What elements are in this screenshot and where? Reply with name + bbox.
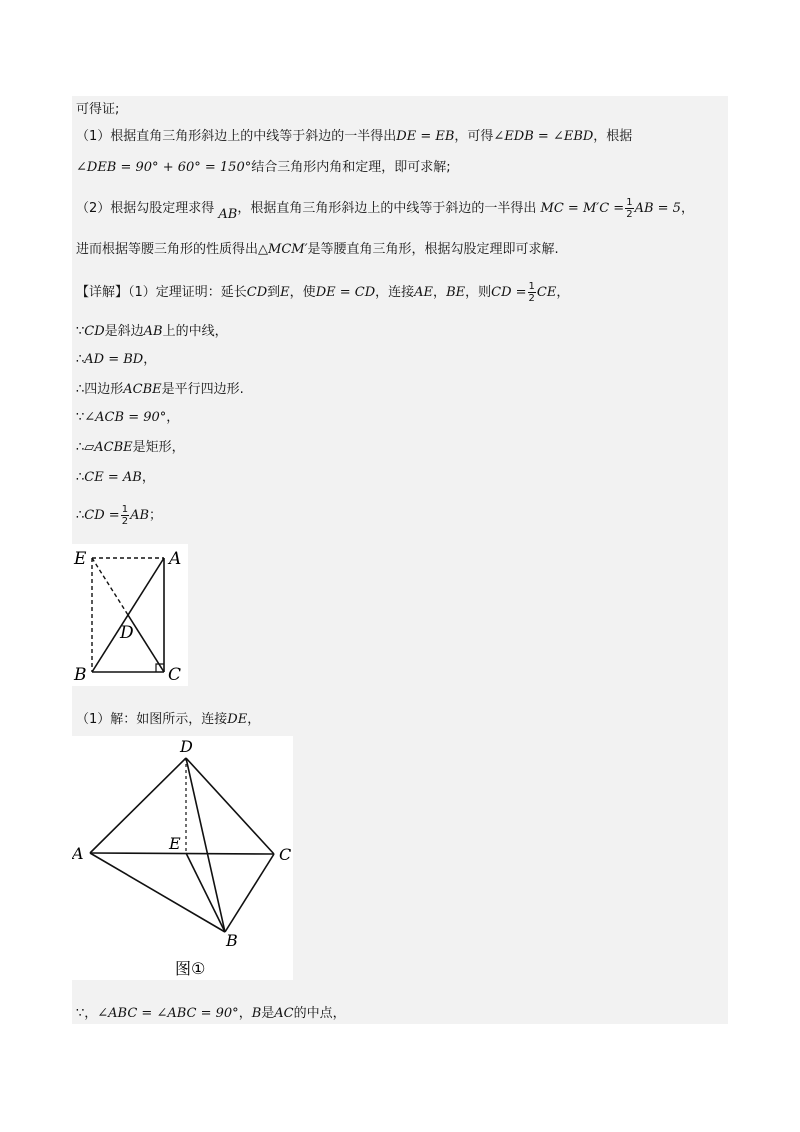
figure-quadrilateral-adcb <box>72 736 293 980</box>
text-line-12: ∴CE = AB， <box>76 470 155 485</box>
text-line-3: ∠DEB = 90° + 60° = 150°结合三角形内角和定理，即可求解; <box>76 160 451 175</box>
text-line-5: 进而根据等腰三角形的性质得出△MCM′是等腰直角三角形，根据勾股定理即可求解. <box>76 242 559 257</box>
text-line-11: ∴▱ACBE是矩形， <box>76 440 185 455</box>
figure-rectangle-acbe <box>72 544 188 686</box>
segment-ac <box>90 853 274 854</box>
text-line-15: ∵，∠ABC = ∠ABC = 90°，B是AC的中点， <box>76 1006 346 1021</box>
label-b: B <box>74 665 87 685</box>
label-c: C <box>168 665 182 685</box>
text-line-7: ∵CD是斜边AB上的中线， <box>76 324 228 339</box>
label-d: D <box>120 623 134 643</box>
segment-cb <box>225 854 274 932</box>
label-a: A <box>169 549 182 569</box>
label-e: E <box>169 834 181 853</box>
label-d: D <box>180 737 193 756</box>
segment-db <box>186 758 225 932</box>
text-line-6: 【详解】（1）定理证明：延长CD到E，使DE = CD，连接AE，BE，则CD = $\frac{1}{2}$ CE， <box>76 281 570 304</box>
text-line-10: ∵∠ACB = 90°， <box>76 410 180 425</box>
text-line-14: （1）解：如图所示，连接DE， <box>76 712 261 727</box>
figure-caption: 图① <box>175 959 206 978</box>
label-e: E <box>74 549 87 569</box>
text-line-8: ∴AD = BD， <box>76 352 157 367</box>
text-line-4: （2）根据勾股定理求得 AB，根据直角三角形斜边上的中线等于斜边的一半得出 MC = M′C = $\frac{1}{2}$ AB = 5， <box>76 197 694 222</box>
text-line-1: 可得证; <box>76 102 120 117</box>
segment-ed-dashed <box>92 558 128 615</box>
text-line-2: （1）根据直角三角形斜边上的中线等于斜边的一半得出DE = EB，可得∠EDB = ∠EBD，根据 <box>76 129 633 144</box>
text-line-9: ∴四边形ACBE是平行四边形. <box>76 382 244 397</box>
label-c: C <box>279 845 292 864</box>
label-a: A <box>72 844 84 863</box>
segment-dc <box>186 758 274 854</box>
text-line-13: ∴CD = $\frac{1}{2}$ AB； <box>76 504 163 527</box>
label-b: B <box>226 931 238 950</box>
